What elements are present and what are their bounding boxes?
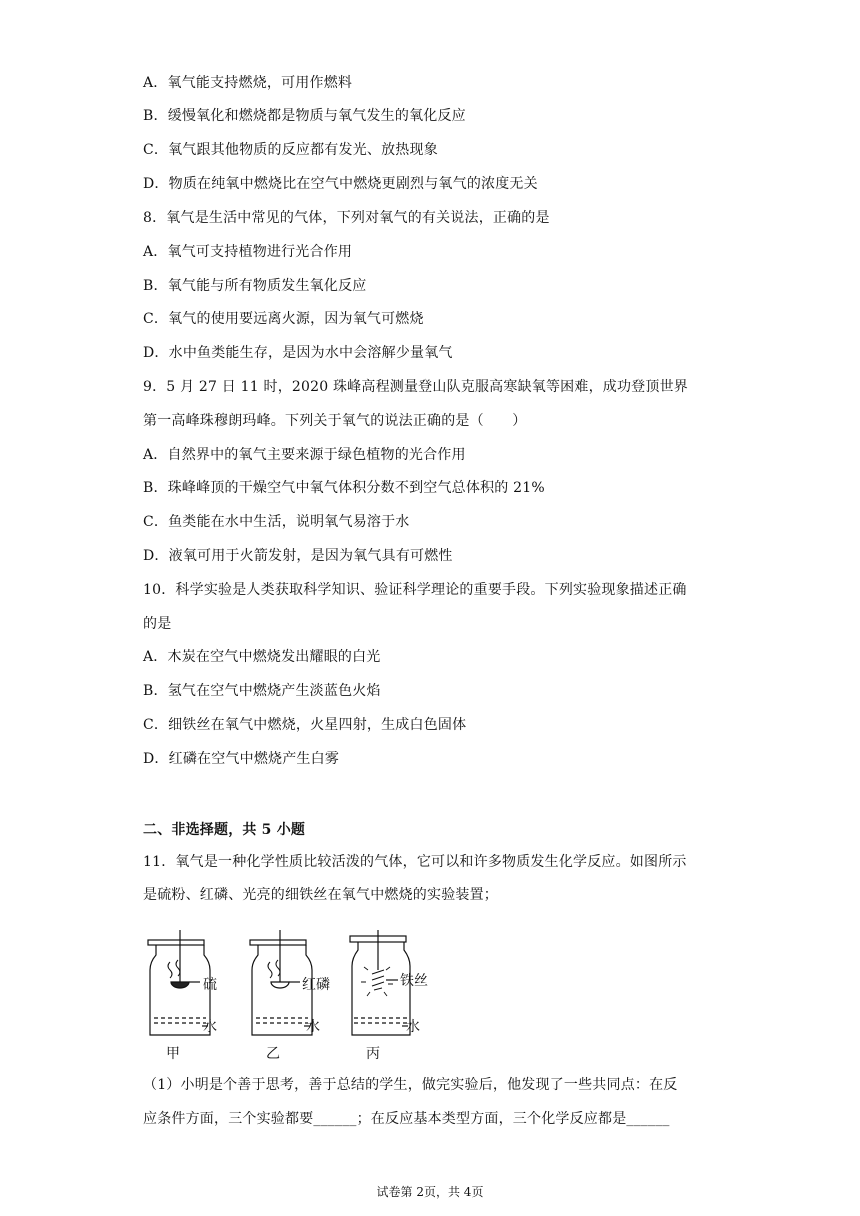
question-11-part1-line2: 应条件方面，三个实验都要______；在反应基本类型方面，三个化学反应都是______ [143, 1111, 670, 1127]
question-8-option-c: C．氧气的使用要远离火源，因为氧气可燃烧 [143, 311, 424, 327]
option-c-light-heat: C．氧气跟其他物质的反应都有发光、放热现象 [143, 142, 438, 158]
label-water-yi: 水 [306, 1019, 320, 1035]
label-iron-wire: 铁丝 [400, 973, 428, 989]
question-11-stem-line2: 是硫粉、红磷、光亮的细铁丝在氧气中燃烧的实验装置； [143, 887, 498, 903]
question-8-option-d: D．水中鱼类能生存，是因为水中会溶解少量氧气 [143, 345, 453, 361]
label-red-phosphorus: 红磷 [302, 977, 330, 993]
bottle-jia [148, 930, 210, 1035]
question-10-option-d: D．红磷在空气中燃烧产生白雾 [143, 751, 340, 767]
section-2-heading: 二、非选择题，共 5 小题 [143, 822, 306, 838]
question-10-option-b: B．氢气在空气中燃烧产生淡蓝色火焰 [143, 683, 381, 699]
question-10-stem-line1: 10．科学实验是人类获取科学知识、验证科学理论的重要手段。下列实验现象描述正确 [143, 582, 687, 598]
combustion-apparatus-figure [140, 930, 470, 1070]
question-8-stem: 8．氧气是生活中常见的气体，下列对氧气的有关说法，正确的是 [143, 210, 550, 226]
question-10-stem-line2: 的是 [143, 616, 172, 632]
option-a-fuel: A．氧气能支持燃烧，可用作燃料 [143, 75, 353, 91]
option-b-oxidation: B．缓慢氧化和燃烧都是物质与氧气发生的氧化反应 [143, 108, 466, 124]
question-8-option-b: B．氧气能与所有物质发生氧化反应 [143, 278, 367, 294]
option-d-concentration: D．物质在纯氧中燃烧比在空气中燃烧更剧烈与氧气的浓度无关 [143, 176, 538, 192]
question-9-option-d: D．液氧可用于火箭发射，是因为氧气具有可燃性 [143, 548, 453, 564]
question-9-option-b: B．珠峰峰顶的干燥空气中氧气体积分数不到空气总体积的 21% [143, 480, 545, 496]
question-9-stem-line2: 第一高峰珠穆朗玛峰。下列关于氧气的说法正确的是（ ） [143, 413, 527, 429]
label-water-bing: 水 [406, 1019, 420, 1035]
question-10-option-c: C．细铁丝在氧气中燃烧，火星四射，生成白色固体 [143, 717, 467, 733]
question-9-stem-line1: 9．5 月 27 日 11 时，2020 珠峰高程测量登山队克服高寒缺氧等困难，成功登顶世界 [143, 379, 688, 395]
label-sulfur: 硫 [203, 977, 217, 993]
caption-bing: 丙 [366, 1046, 380, 1062]
question-9-option-a: A．自然界中的氧气主要来源于绿色植物的光合作用 [143, 447, 466, 463]
label-water-jia: 水 [203, 1019, 217, 1035]
question-9-option-c: C．鱼类能在水中生活，说明氧气易溶于水 [143, 514, 410, 530]
caption-yi: 乙 [266, 1046, 280, 1062]
question-11-part1-line1: （1）小明是个善于思考，善于总结的学生，做完实验后，他发现了一些共同点：在反 [143, 1077, 678, 1093]
caption-jia: 甲 [166, 1046, 180, 1062]
question-8-option-a: A．氧气可支持植物进行光合作用 [143, 244, 353, 260]
question-11-stem-line1: 11．氧气是一种化学性质比较活泼的气体，它可以和许多物质发生化学反应。如图所示 [143, 854, 687, 870]
question-10-option-a: A．木炭在空气中燃烧发出耀眼的白光 [143, 649, 381, 665]
page-footer: 试卷第 2页，共 4页 [376, 1185, 484, 1199]
